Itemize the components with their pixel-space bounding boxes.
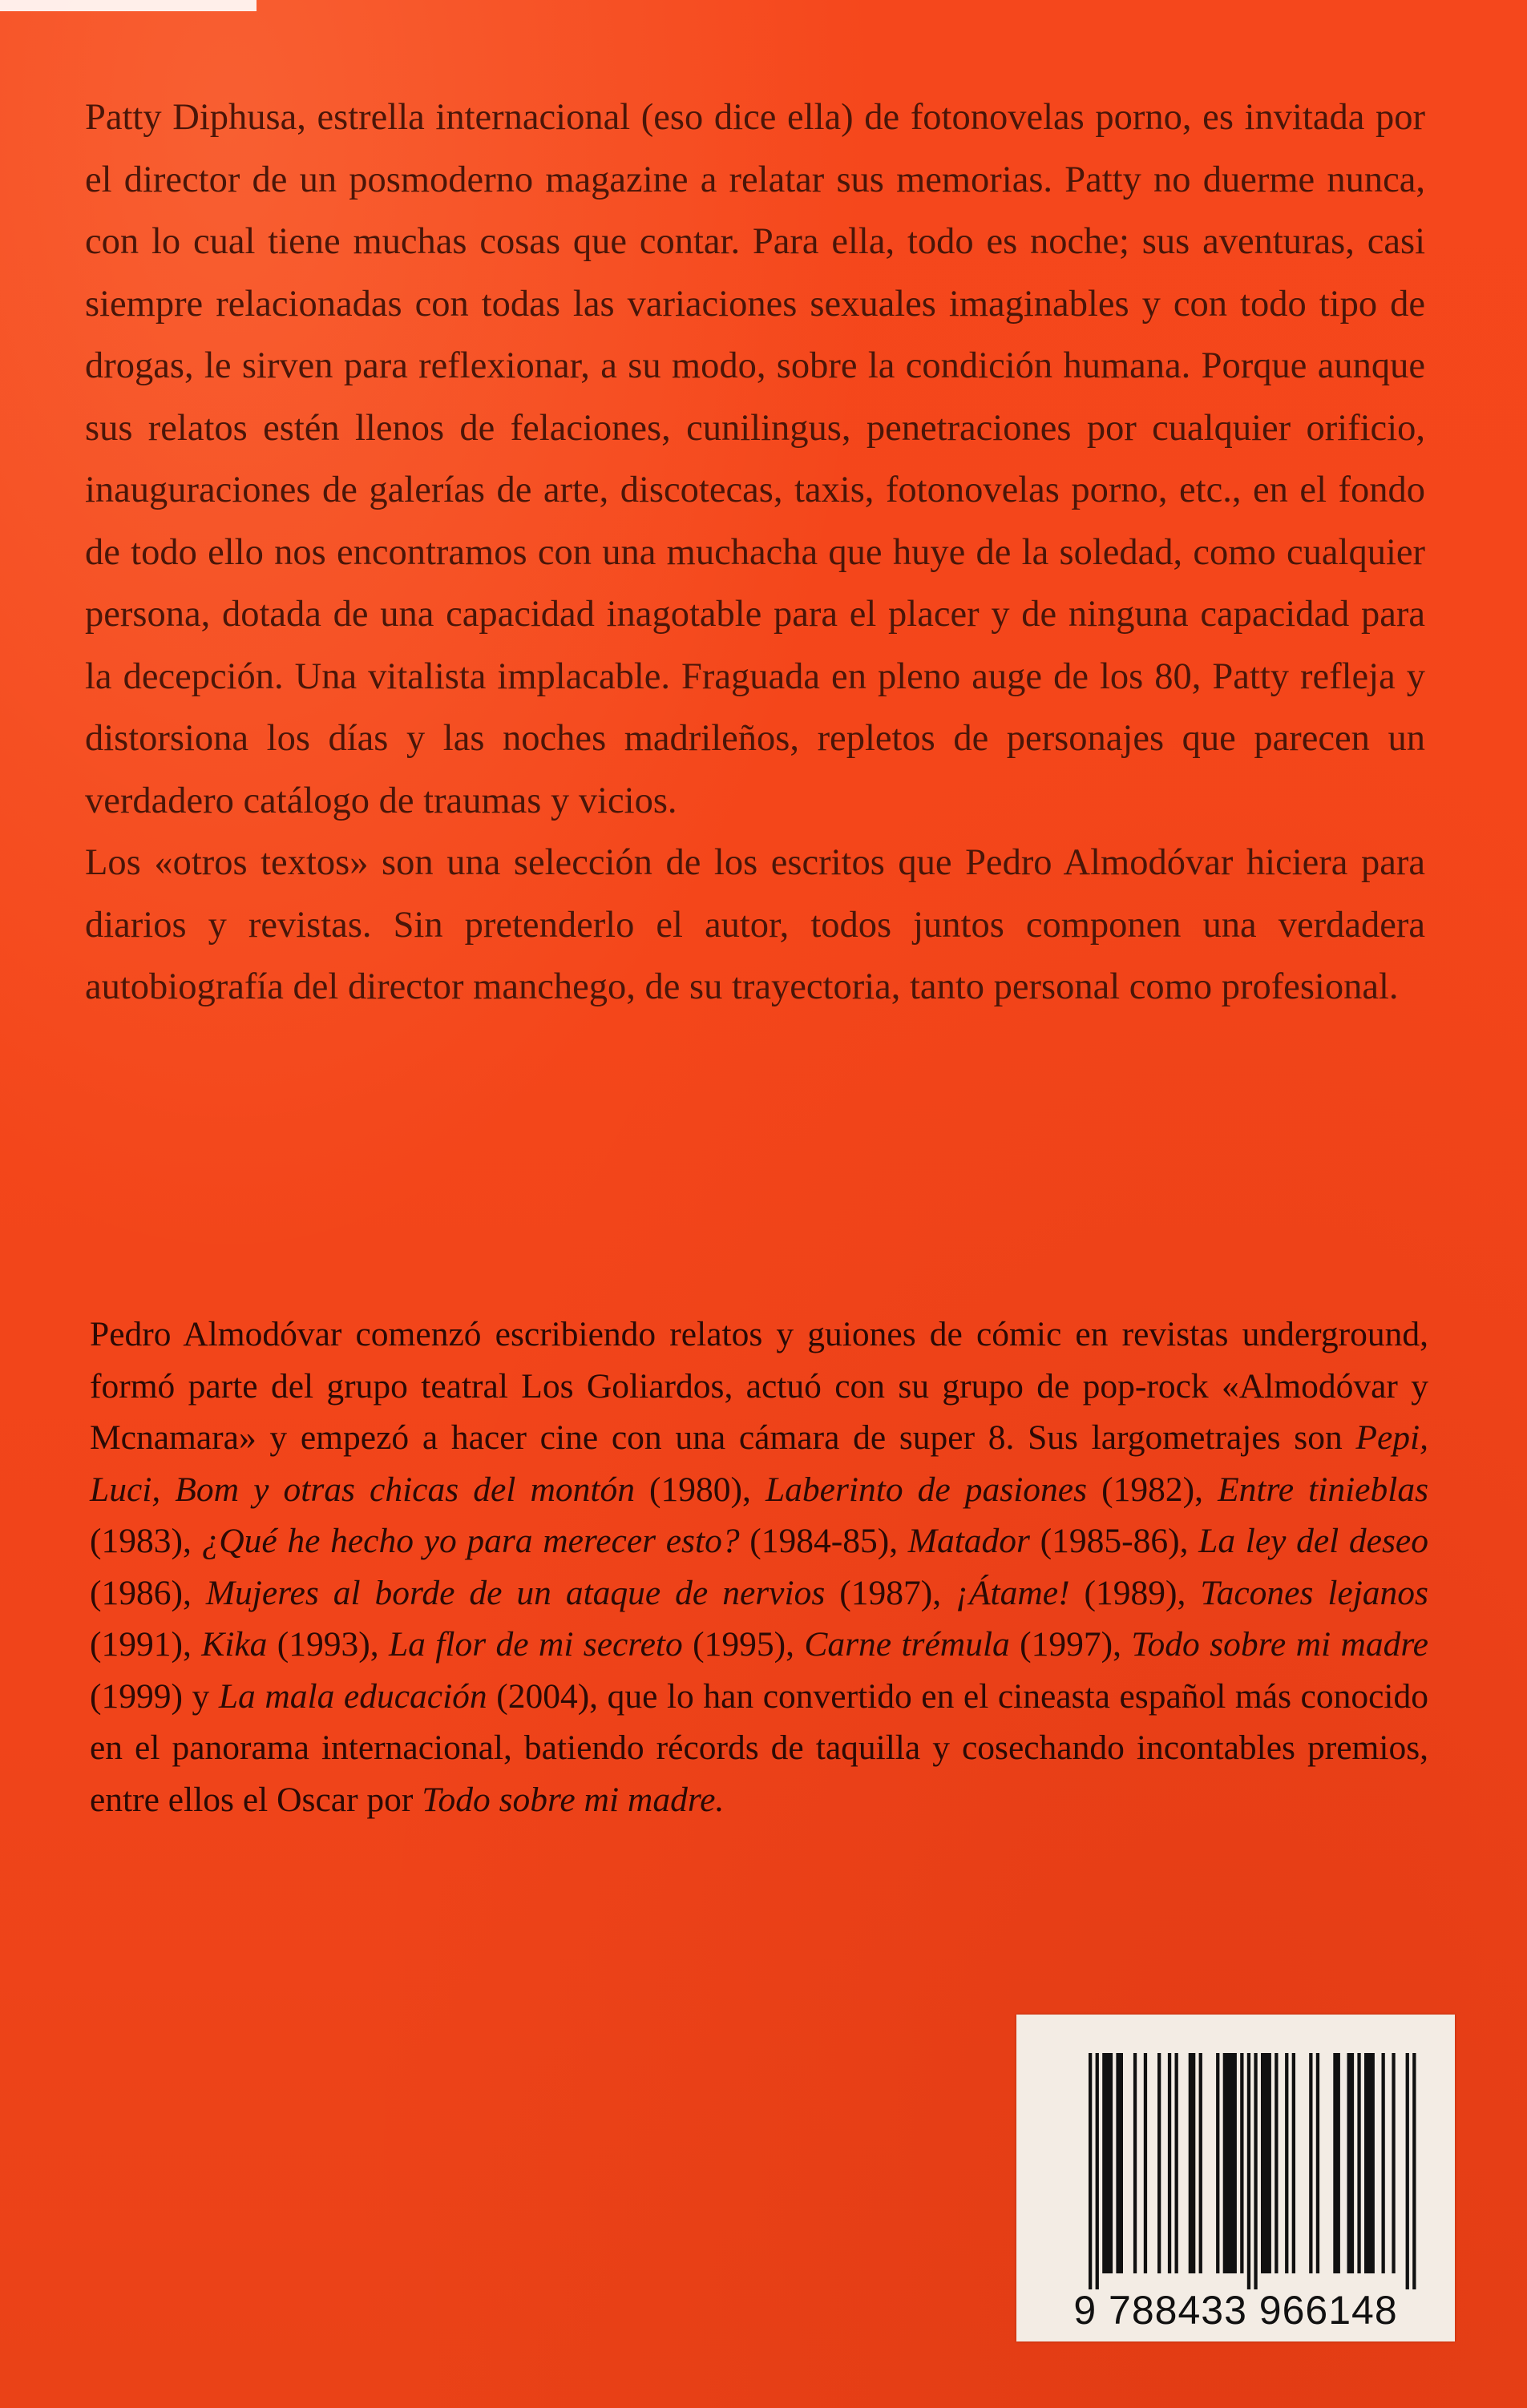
film-title: Entre tinieblas: [1218, 1470, 1428, 1509]
bio-text: (1985-86),: [1029, 1522, 1199, 1560]
barcode-bar: [1116, 2053, 1123, 2273]
barcode-bar: [1223, 2053, 1237, 2273]
barcode-bar: [1333, 2053, 1340, 2273]
barcode-bar: [1357, 2053, 1360, 2273]
film-title: Pepi, Luci, Bom y otras chicas del montón: [90, 1418, 1428, 1509]
film-title: La mala educación: [218, 1676, 487, 1716]
film-title: La flor de mi secreto: [388, 1625, 683, 1664]
bio-text: (1982),: [1087, 1470, 1218, 1509]
barcode-bar: [1275, 2053, 1278, 2273]
barcode-bar: [1199, 2053, 1202, 2273]
barcode-bar: [1175, 2053, 1178, 2273]
barcode-bar: [1392, 2053, 1395, 2273]
barcode-bar: [1168, 2053, 1171, 2273]
film-title: Tacones lejanos: [1200, 1573, 1428, 1612]
bio-text: (1989),: [1069, 1573, 1201, 1612]
synopsis-paragraph-patty: Patty Diphusa, estrella internacional (eso dice ella) de fotonovelas porno, es invitada por el director de un posmoderno magazine a relatar sus memorias. Patty no duerme nunca, con lo cual tiene muchas cosas que contar. Para ella, todo es noche; sus aventuras, casi siempre relacionadas con todas las variaciones sexuales imaginables y con todo tipo de drogas, le sirven para reflexionar, a su modo, sobre la condición humana. Porque aunque sus relatos estén llenos de felaciones, cunilingus, penetraciones por cualquier orificio, inauguraciones de galerías de arte, discotecas, taxis, fotonovelas porno, etc., en el fondo de todo ello nos encontramos con una muchacha que huye de la soledad, como cualquier persona, dotada de una capacidad inagotable para el placer y de ninguna capacidad para la decepción. Una vitalista implacable. Fraguada en pleno auge de los 80, Patty refleja y distorsiona los días y las noches madrileños, repletos de personajes que parecen un verdadero catálogo de traumas y vicios.: [85, 97, 1425, 821]
film-title: Kika: [201, 1625, 268, 1664]
bio-text: Pedro Almodóvar comenzó escribiendo relatos y guiones de cómic en revistas underground, formó parte del grupo teatral Los Goliardos, actuó con su grupo de pop-rock «Almodóvar y Mcnamara» y empezó a hacer cine con una cámara de super 8. Sus largometrajes son: [90, 1315, 1428, 1457]
barcode-bar: [1089, 2053, 1092, 2289]
barcode-bar: [1382, 2053, 1385, 2273]
film-title: ¿Qué he hecho yo para merecer esto?: [201, 1522, 740, 1560]
barcode-bar: [1364, 2053, 1375, 2273]
film-title: Todo sobre mi madre.: [422, 1780, 725, 1819]
barcode-bar: [1285, 2053, 1288, 2273]
barcode-bar: [1406, 2053, 1409, 2289]
film-title: La ley del deseo: [1198, 1522, 1428, 1560]
barcode-bar: [1254, 2053, 1257, 2289]
barcode-bar: [1316, 2053, 1319, 2273]
barcode-bar: [1292, 2053, 1295, 2273]
bio-text: (1995),: [682, 1625, 805, 1664]
synopsis-paragraph-otros-textos: Los «otros textos» son una selección de los escritos que Pedro Almodóvar hiciera para diarios y revistas. Sin pretenderlo el autor, todos juntos componen una verdadera autobiografía del director manchego, de su trayectoria, tanto personal como profesional.: [85, 842, 1425, 1007]
bio-text: (1980),: [634, 1470, 766, 1509]
isbn-barcode-sticker: [1016, 2015, 1455, 2341]
author-biography-text: [90, 1309, 1428, 1825]
barcode-bar: [1096, 2053, 1099, 2289]
film-title: Laberinto de pasiones: [765, 1470, 1088, 1509]
bio-text: (1993),: [267, 1625, 389, 1664]
barcode-bar: [1240, 2053, 1243, 2273]
film-title: Matador: [907, 1522, 1030, 1560]
barcode-bar: [1133, 2053, 1137, 2273]
bio-text: (2004), que lo han convertido en el cineasta español más conocido en el panorama internacional, batiendo récords de taquilla y cosechando incontables premios, entre ellos el Oscar por: [90, 1676, 1429, 1819]
bio-text: (1999) y: [90, 1676, 219, 1716]
film-title: Carne trémula: [804, 1625, 1010, 1664]
bio-text: (1991),: [90, 1625, 202, 1664]
bio-text: (1987),: [825, 1573, 956, 1612]
barcode-bar: [1144, 2053, 1147, 2273]
barcode-bar: [1189, 2053, 1196, 2273]
synopsis-blurb: [85, 87, 1425, 1018]
author-biography: [90, 1309, 1428, 1825]
barcode-bar: [1216, 2053, 1219, 2273]
barcode-bar: [1261, 2053, 1271, 2273]
film-title: ¡Átame!: [955, 1573, 1070, 1612]
barcode-bar: [1247, 2053, 1250, 2289]
barcode-bar: [1309, 2053, 1312, 2273]
film-title: Mujeres al borde de un ataque de nervios: [205, 1573, 826, 1612]
cover-wear-mark: [0, 0, 257, 11]
bio-text: (1986),: [90, 1573, 206, 1612]
bio-text: (1984-85),: [739, 1522, 908, 1560]
barcode-bar: [1412, 2053, 1416, 2289]
bio-text: (1983),: [90, 1522, 202, 1560]
bio-text: (1997),: [1009, 1625, 1132, 1664]
barcode-bar: [1347, 2053, 1355, 2273]
film-title: Todo sobre mi madre: [1131, 1625, 1428, 1664]
barcode-bar: [1157, 2053, 1161, 2273]
barcode-bar: [1102, 2053, 1113, 2273]
isbn-number: 9 788433 966148: [1073, 2288, 1398, 2333]
